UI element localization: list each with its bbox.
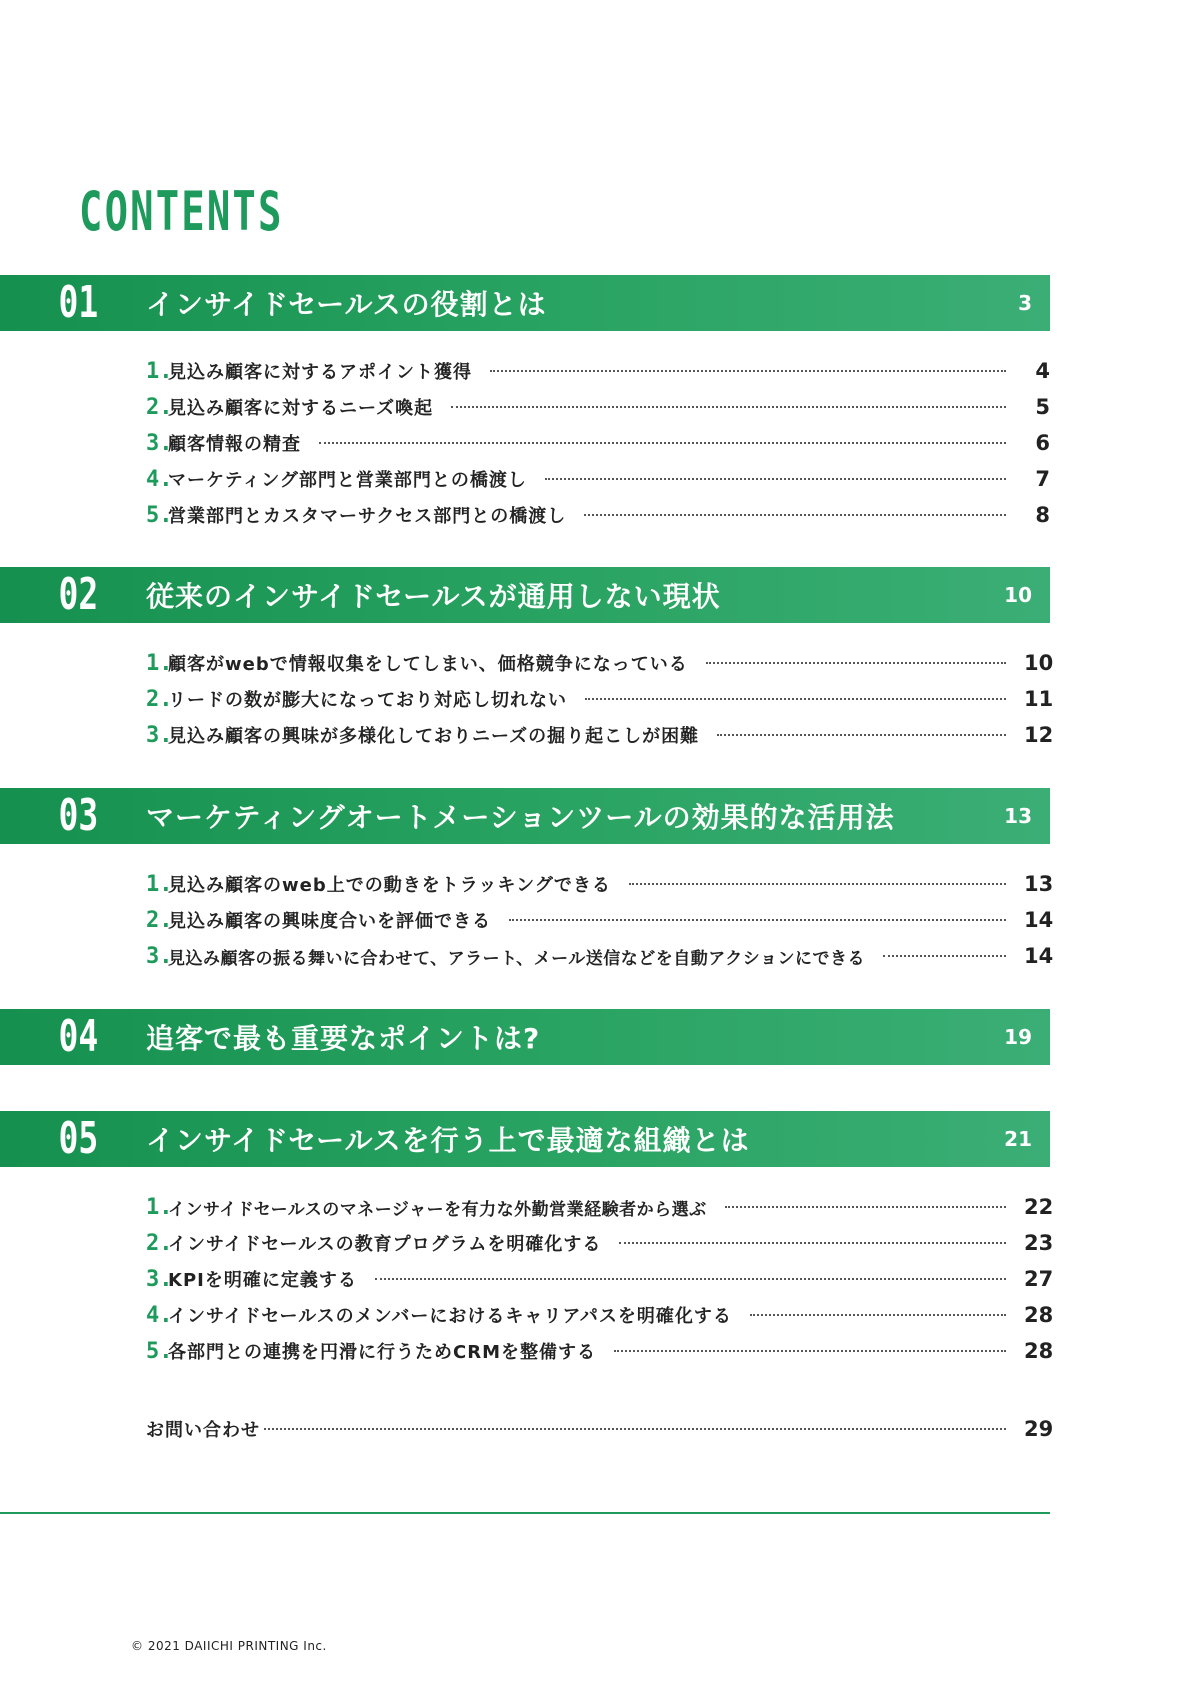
item-number: 1. bbox=[146, 1194, 173, 1220]
item-title: 見込み顧客のweb上での動きをトラッキングできる bbox=[168, 875, 611, 896]
item-title: インサイドセールスの教育プログラムを明確化する bbox=[168, 1234, 602, 1255]
chapter-number: 01 bbox=[58, 277, 99, 328]
item-title: 営業部門とカスタマーサクセス部門との橋渡し bbox=[168, 506, 567, 527]
item-page: 7 bbox=[1035, 467, 1050, 491]
chapter-page: 13 bbox=[1004, 804, 1032, 828]
item-page: 6 bbox=[1035, 431, 1050, 455]
toc-item[interactable] bbox=[146, 392, 1050, 422]
item-number: 3. bbox=[146, 722, 173, 748]
dotted-leader bbox=[375, 1278, 1006, 1280]
item-page: 12 bbox=[1024, 723, 1054, 747]
item-title: KPIを明確に定義する bbox=[168, 1270, 357, 1291]
dotted-leader bbox=[585, 698, 1006, 700]
chapter-page: 21 bbox=[1004, 1127, 1032, 1151]
item-title: インサイドセールスのマネージャーを有力な外勤営業経験者から選ぶ bbox=[168, 1199, 707, 1220]
toc-item[interactable] bbox=[146, 464, 1050, 494]
item-page: 8 bbox=[1035, 503, 1050, 527]
item-number: 5. bbox=[146, 502, 173, 528]
toc-item[interactable] bbox=[146, 1300, 1054, 1330]
chapter-title: 追客で最も重要なポイントは? bbox=[146, 1022, 541, 1055]
dotted-leader bbox=[883, 955, 1006, 957]
chapter-02-header[interactable] bbox=[0, 567, 1050, 623]
item-page: 10 bbox=[1024, 651, 1054, 675]
item-page: 22 bbox=[1024, 1195, 1054, 1219]
item-page: 28 bbox=[1024, 1303, 1054, 1327]
chapter-title: インサイドセールスの役割とは bbox=[146, 288, 547, 321]
copyright: © 2021 DAIICHI PRINTING Inc. bbox=[131, 1639, 327, 1653]
bottom-divider bbox=[0, 1512, 1050, 1514]
chapter-01-header[interactable] bbox=[0, 275, 1050, 331]
chapter-page: 10 bbox=[1004, 583, 1032, 607]
item-page: 27 bbox=[1024, 1267, 1054, 1291]
item-number: 2. bbox=[146, 907, 173, 933]
toc-item[interactable] bbox=[146, 1192, 1054, 1222]
toc-contact[interactable] bbox=[146, 1414, 1054, 1444]
toc-item[interactable] bbox=[146, 905, 1054, 935]
dotted-leader bbox=[614, 1350, 1006, 1352]
toc-item[interactable] bbox=[146, 356, 1050, 386]
dotted-leader bbox=[584, 514, 1006, 516]
item-page: 14 bbox=[1024, 908, 1054, 932]
item-title: 見込み顧客に対するニーズ喚起 bbox=[168, 398, 434, 419]
toc-item[interactable] bbox=[146, 869, 1054, 899]
toc-item[interactable] bbox=[146, 1336, 1054, 1366]
item-number: 5. bbox=[146, 1338, 173, 1364]
toc-item[interactable] bbox=[146, 1264, 1054, 1294]
chapter-title: インサイドセールスを行う上で最適な組織とは bbox=[146, 1124, 750, 1157]
toc-item[interactable] bbox=[146, 684, 1054, 714]
toc-item[interactable] bbox=[146, 500, 1050, 530]
chapter-title: 従来のインサイドセールスが通用しない現状 bbox=[146, 580, 721, 613]
item-title: マーケティング部門と営業部門との橋渡し bbox=[168, 470, 527, 491]
chapter-04-header[interactable] bbox=[0, 1009, 1050, 1065]
dotted-leader bbox=[264, 1428, 1006, 1430]
item-title: 見込み顧客に対するアポイント獲得 bbox=[168, 362, 472, 383]
item-number: 2. bbox=[146, 394, 173, 420]
chapter-page: 3 bbox=[1018, 291, 1032, 315]
dotted-leader bbox=[706, 662, 1006, 664]
dotted-leader bbox=[545, 478, 1006, 480]
dotted-leader bbox=[725, 1206, 1006, 1208]
item-page: 14 bbox=[1024, 944, 1054, 968]
dotted-leader bbox=[509, 919, 1006, 921]
contact-page: 29 bbox=[1024, 1417, 1054, 1441]
page-title: CONTENTS bbox=[79, 180, 284, 243]
toc-item[interactable] bbox=[146, 1228, 1054, 1258]
dotted-leader bbox=[619, 1242, 1006, 1244]
dotted-leader bbox=[717, 734, 1006, 736]
item-title: 顧客情報の精査 bbox=[168, 434, 301, 455]
item-page: 11 bbox=[1024, 687, 1054, 711]
dotted-leader bbox=[319, 442, 1006, 444]
item-title: 見込み顧客の興味度合いを評価できる bbox=[168, 911, 491, 932]
item-number: 1. bbox=[146, 871, 173, 897]
item-page: 13 bbox=[1024, 872, 1054, 896]
chapter-05-header[interactable] bbox=[0, 1111, 1050, 1167]
item-page: 23 bbox=[1024, 1231, 1054, 1255]
item-title: リードの数が膨大になっており対応し切れない bbox=[168, 690, 567, 711]
item-page: 4 bbox=[1035, 359, 1050, 383]
item-title: 顧客がwebで情報収集をしてしまい、価格競争になっている bbox=[168, 654, 688, 675]
item-page: 5 bbox=[1035, 395, 1050, 419]
dotted-leader bbox=[629, 883, 1006, 885]
toc-item[interactable] bbox=[146, 941, 1054, 971]
item-number: 3. bbox=[146, 430, 173, 456]
item-number: 2. bbox=[146, 686, 173, 712]
item-number: 1. bbox=[146, 650, 173, 676]
toc-item[interactable] bbox=[146, 648, 1054, 678]
chapter-number: 03 bbox=[58, 790, 99, 841]
dotted-leader bbox=[451, 406, 1006, 408]
dotted-leader bbox=[750, 1314, 1006, 1316]
item-title: 見込み顧客の振る舞いに合わせて、アラート、メール送信などを自動アクションにできる bbox=[168, 948, 865, 969]
item-number: 3. bbox=[146, 1266, 173, 1292]
chapter-03-header[interactable] bbox=[0, 788, 1050, 844]
item-title: 各部門との連携を円滑に行うためCRMを整備する bbox=[168, 1342, 596, 1363]
item-number: 2. bbox=[146, 1230, 173, 1256]
toc-item[interactable] bbox=[146, 428, 1050, 458]
item-number: 4. bbox=[146, 466, 173, 492]
chapter-page: 19 bbox=[1004, 1025, 1032, 1049]
item-title: 見込み顧客の興味が多様化しておりニーズの掘り起こしが困難 bbox=[168, 726, 700, 747]
item-number: 1. bbox=[146, 358, 173, 384]
dotted-leader bbox=[490, 370, 1006, 372]
chapter-title: マーケティングオートメーションツールの効果的な活用法 bbox=[146, 801, 895, 834]
chapter-number: 02 bbox=[58, 569, 99, 620]
chapter-number: 04 bbox=[58, 1011, 99, 1062]
item-page: 28 bbox=[1024, 1339, 1054, 1363]
item-title: インサイドセールスのメンバーにおけるキャリアパスを明確化する bbox=[168, 1306, 732, 1327]
item-number: 4. bbox=[146, 1302, 173, 1328]
contact-title: お問い合わせ bbox=[146, 1420, 260, 1441]
chapter-number: 05 bbox=[58, 1113, 99, 1164]
item-number: 3. bbox=[146, 943, 173, 969]
toc-item[interactable] bbox=[146, 720, 1054, 750]
